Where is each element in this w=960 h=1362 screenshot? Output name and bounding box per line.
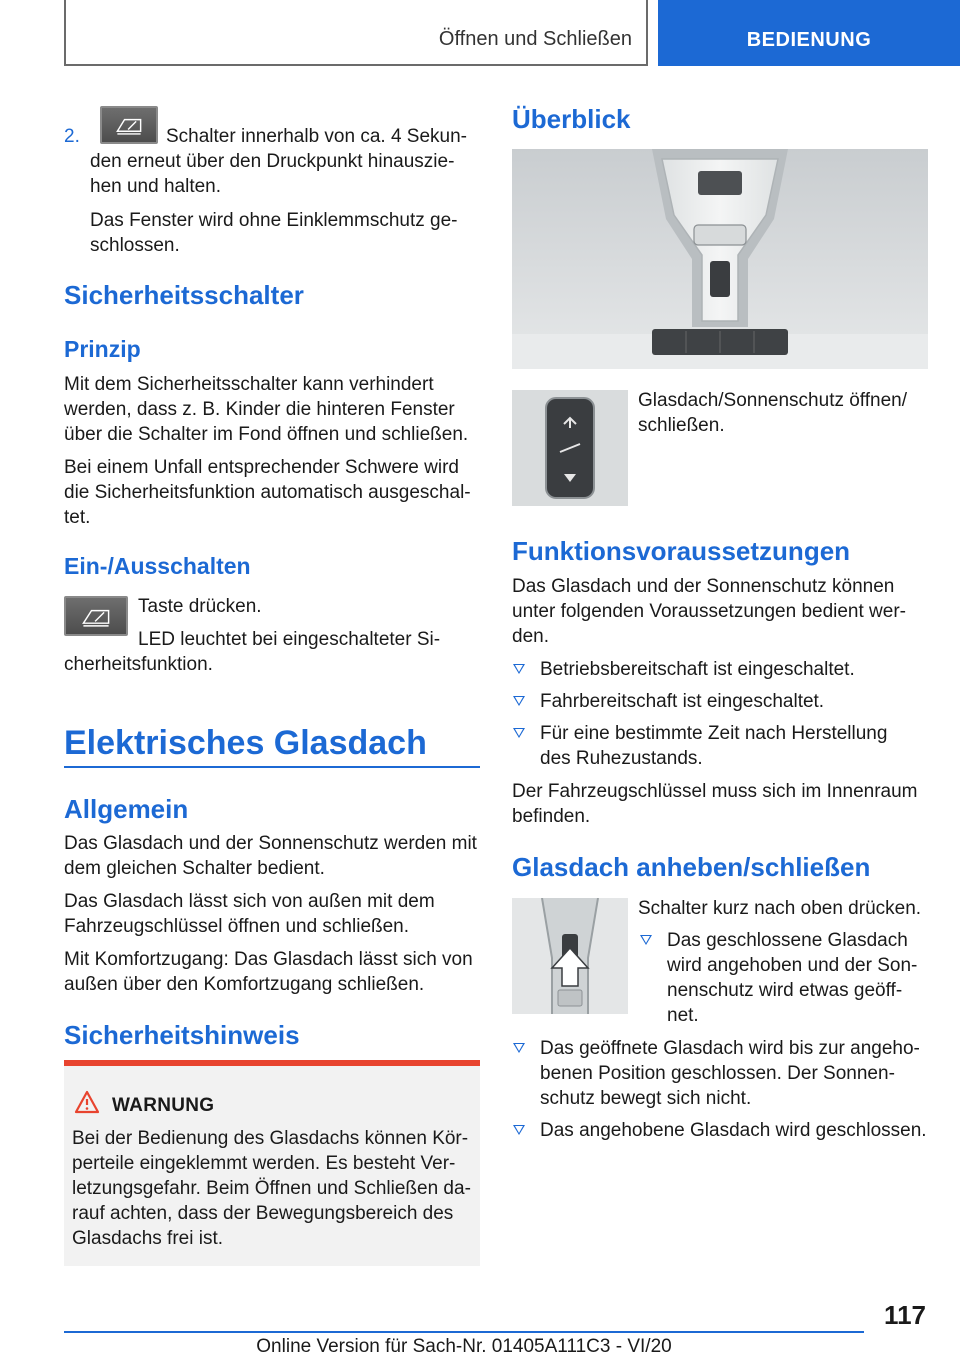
accident-line2: die Sicherheitsfunktion automatisch ausgeschal- bbox=[64, 482, 471, 503]
req-bullet3-line2: des Ruhezustands. bbox=[540, 748, 703, 769]
window-lock-key-icon bbox=[64, 596, 128, 636]
req-bullet1: Betriebsbereitschaft ist eingeschaltet. bbox=[540, 659, 855, 680]
bullet-icon bbox=[513, 664, 525, 674]
step2-text-line3: hen und halten. bbox=[90, 176, 222, 197]
heading-requirements: Funktionsvoraussetzungen bbox=[512, 536, 851, 566]
heading-on-off: Ein-/Ausschalten bbox=[64, 553, 251, 579]
general-p2-line1: Das Glasdach lässt sich von außen mit dem bbox=[64, 891, 435, 912]
switch-caption-line2: schließen. bbox=[638, 415, 725, 436]
raise-bullet1-line2: wird angehoben und der Son- bbox=[667, 955, 918, 976]
raise-bullet2-line1: Das geöffnete Glasdach wird bis zur angeho- bbox=[540, 1038, 920, 1059]
general-p1-line2: dem gleichen Schalter bedient. bbox=[64, 858, 325, 879]
warning-line2: perteile eingeklemmt werden. Es besteht Ver- bbox=[72, 1153, 456, 1174]
heading-general: Allgemein bbox=[64, 794, 189, 824]
req-intro-line2: unter folgenden Voraussetzungen bedient wer- bbox=[512, 601, 906, 622]
raise-bullet2-line3: schutz bewegt sich nicht. bbox=[540, 1088, 752, 1109]
heading-overview: Überblick bbox=[512, 104, 631, 134]
warning-line5: Glasdachs frei ist. bbox=[72, 1228, 223, 1249]
bullet-icon bbox=[640, 935, 652, 945]
overhead-console-image bbox=[512, 149, 928, 369]
warning-line3: letzungsgefahr. Beim Öffnen und Schließen da- bbox=[72, 1178, 471, 1199]
raise-instruction: Schalter kurz nach oben drücken. bbox=[638, 898, 922, 919]
principle-line2: werden, dass z. B. Kinder die hinteren Fenster bbox=[64, 399, 455, 420]
warning-box bbox=[64, 1060, 480, 1266]
warning-title: WARNUNG bbox=[112, 1095, 215, 1116]
raise-bullet1-line4: net. bbox=[667, 1005, 699, 1026]
req-intro-line3: den. bbox=[512, 626, 549, 647]
warning-line1: Bei der Bedienung des Glasdachs können Kör- bbox=[72, 1128, 469, 1149]
step-number: 2. bbox=[64, 126, 80, 147]
roof-switch-image bbox=[512, 390, 628, 506]
raise-bullet2-line2: benen Position geschlossen. Der Sonnen- bbox=[540, 1063, 895, 1084]
heading-underline bbox=[64, 766, 480, 768]
window-lock-key-icon bbox=[100, 106, 158, 144]
warning-line4: rauf achten, dass der Bewegungsbereich des bbox=[72, 1203, 454, 1224]
raise-bullet1-line1: Das geschlossene Glasdach bbox=[667, 930, 908, 951]
footer-online-version: Online Version für Sach-Nr. 01405A111C3 - VI/20 bbox=[256, 1336, 672, 1357]
step2-note-line2: schlossen. bbox=[90, 235, 180, 256]
raise-bullet3-line1: Das angehobene Glasdach wird geschlossen. bbox=[540, 1120, 927, 1141]
heading-safety-note: Sicherheitshinweis bbox=[64, 1020, 300, 1050]
general-p3-line2: außen über den Komfortzugang schließen. bbox=[64, 974, 425, 995]
req-intro-line1: Das Glasdach und der Sonnenschutz können bbox=[512, 576, 895, 597]
on-off-line1: Taste drücken. bbox=[138, 596, 262, 617]
on-off-line3: cherheitsfunktion. bbox=[64, 654, 213, 675]
accident-line3: tet. bbox=[64, 507, 91, 528]
heading-glass-roof: Elektrisches Glasdach bbox=[64, 724, 427, 762]
req-outro-line2: befinden. bbox=[512, 806, 591, 827]
accident-line1: Bei einem Unfall entsprechender Schwere wird bbox=[64, 457, 459, 478]
req-outro-line1: Der Fahrzeugschlüssel muss sich im Innenraum bbox=[512, 781, 918, 802]
header-section-title: Öffnen und Schließen bbox=[438, 28, 632, 50]
warning-triangle-icon bbox=[74, 1090, 100, 1114]
general-p3-line1: Mit Komfortzugang: Das Glasdach lässt sich von bbox=[64, 949, 473, 970]
bullet-icon bbox=[513, 1043, 525, 1053]
on-off-line2: LED leuchtet bei eingeschalteter Si- bbox=[138, 629, 441, 650]
step2-note-line1: Das Fenster wird ohne Einklemmschutz ge- bbox=[90, 210, 458, 231]
bullet-icon bbox=[513, 728, 525, 738]
step2-text-line1: Schalter innerhalb von ca. 4 Sekun- bbox=[166, 126, 468, 147]
general-p1-line1: Das Glasdach und der Sonnenschutz werden mit bbox=[64, 833, 477, 854]
bullet-icon bbox=[513, 1125, 525, 1135]
heading-principle: Prinzip bbox=[64, 336, 141, 362]
header-chapter-title: BEDIENUNG bbox=[746, 29, 872, 51]
roof-switch-arrow-icon bbox=[512, 898, 628, 1014]
req-bullet3-line1: Für eine bestimmte Zeit nach Herstellung bbox=[540, 723, 888, 744]
switch-caption-line1: Glasdach/Sonnenschutz öffnen/ bbox=[638, 390, 908, 411]
raise-bullet1-line3: nenschutz wird etwas geöff- bbox=[667, 980, 903, 1001]
heading-safety-switch: Sicherheitsschalter bbox=[64, 280, 304, 310]
header-chapter-tab[interactable] bbox=[658, 0, 960, 66]
principle-line1: Mit dem Sicherheitsschalter kann verhindert bbox=[64, 374, 434, 395]
principle-line3: über die Schalter im Fond öffnen und schließen. bbox=[64, 424, 469, 445]
header-section-box bbox=[64, 0, 648, 66]
heading-raise-close: Glasdach anheben/schließen bbox=[512, 852, 871, 882]
footer-rule bbox=[64, 1331, 864, 1333]
req-bullet2: Fahrbereitschaft ist eingeschaltet. bbox=[540, 691, 825, 712]
bullet-icon bbox=[513, 696, 525, 706]
page-number: 117 bbox=[884, 1300, 926, 1330]
step2-text-line2: den erneut über den Druckpunkt hinauszie- bbox=[90, 151, 455, 172]
general-p2-line2: Fahrzeugschlüssel öffnen und schließen. bbox=[64, 916, 410, 937]
